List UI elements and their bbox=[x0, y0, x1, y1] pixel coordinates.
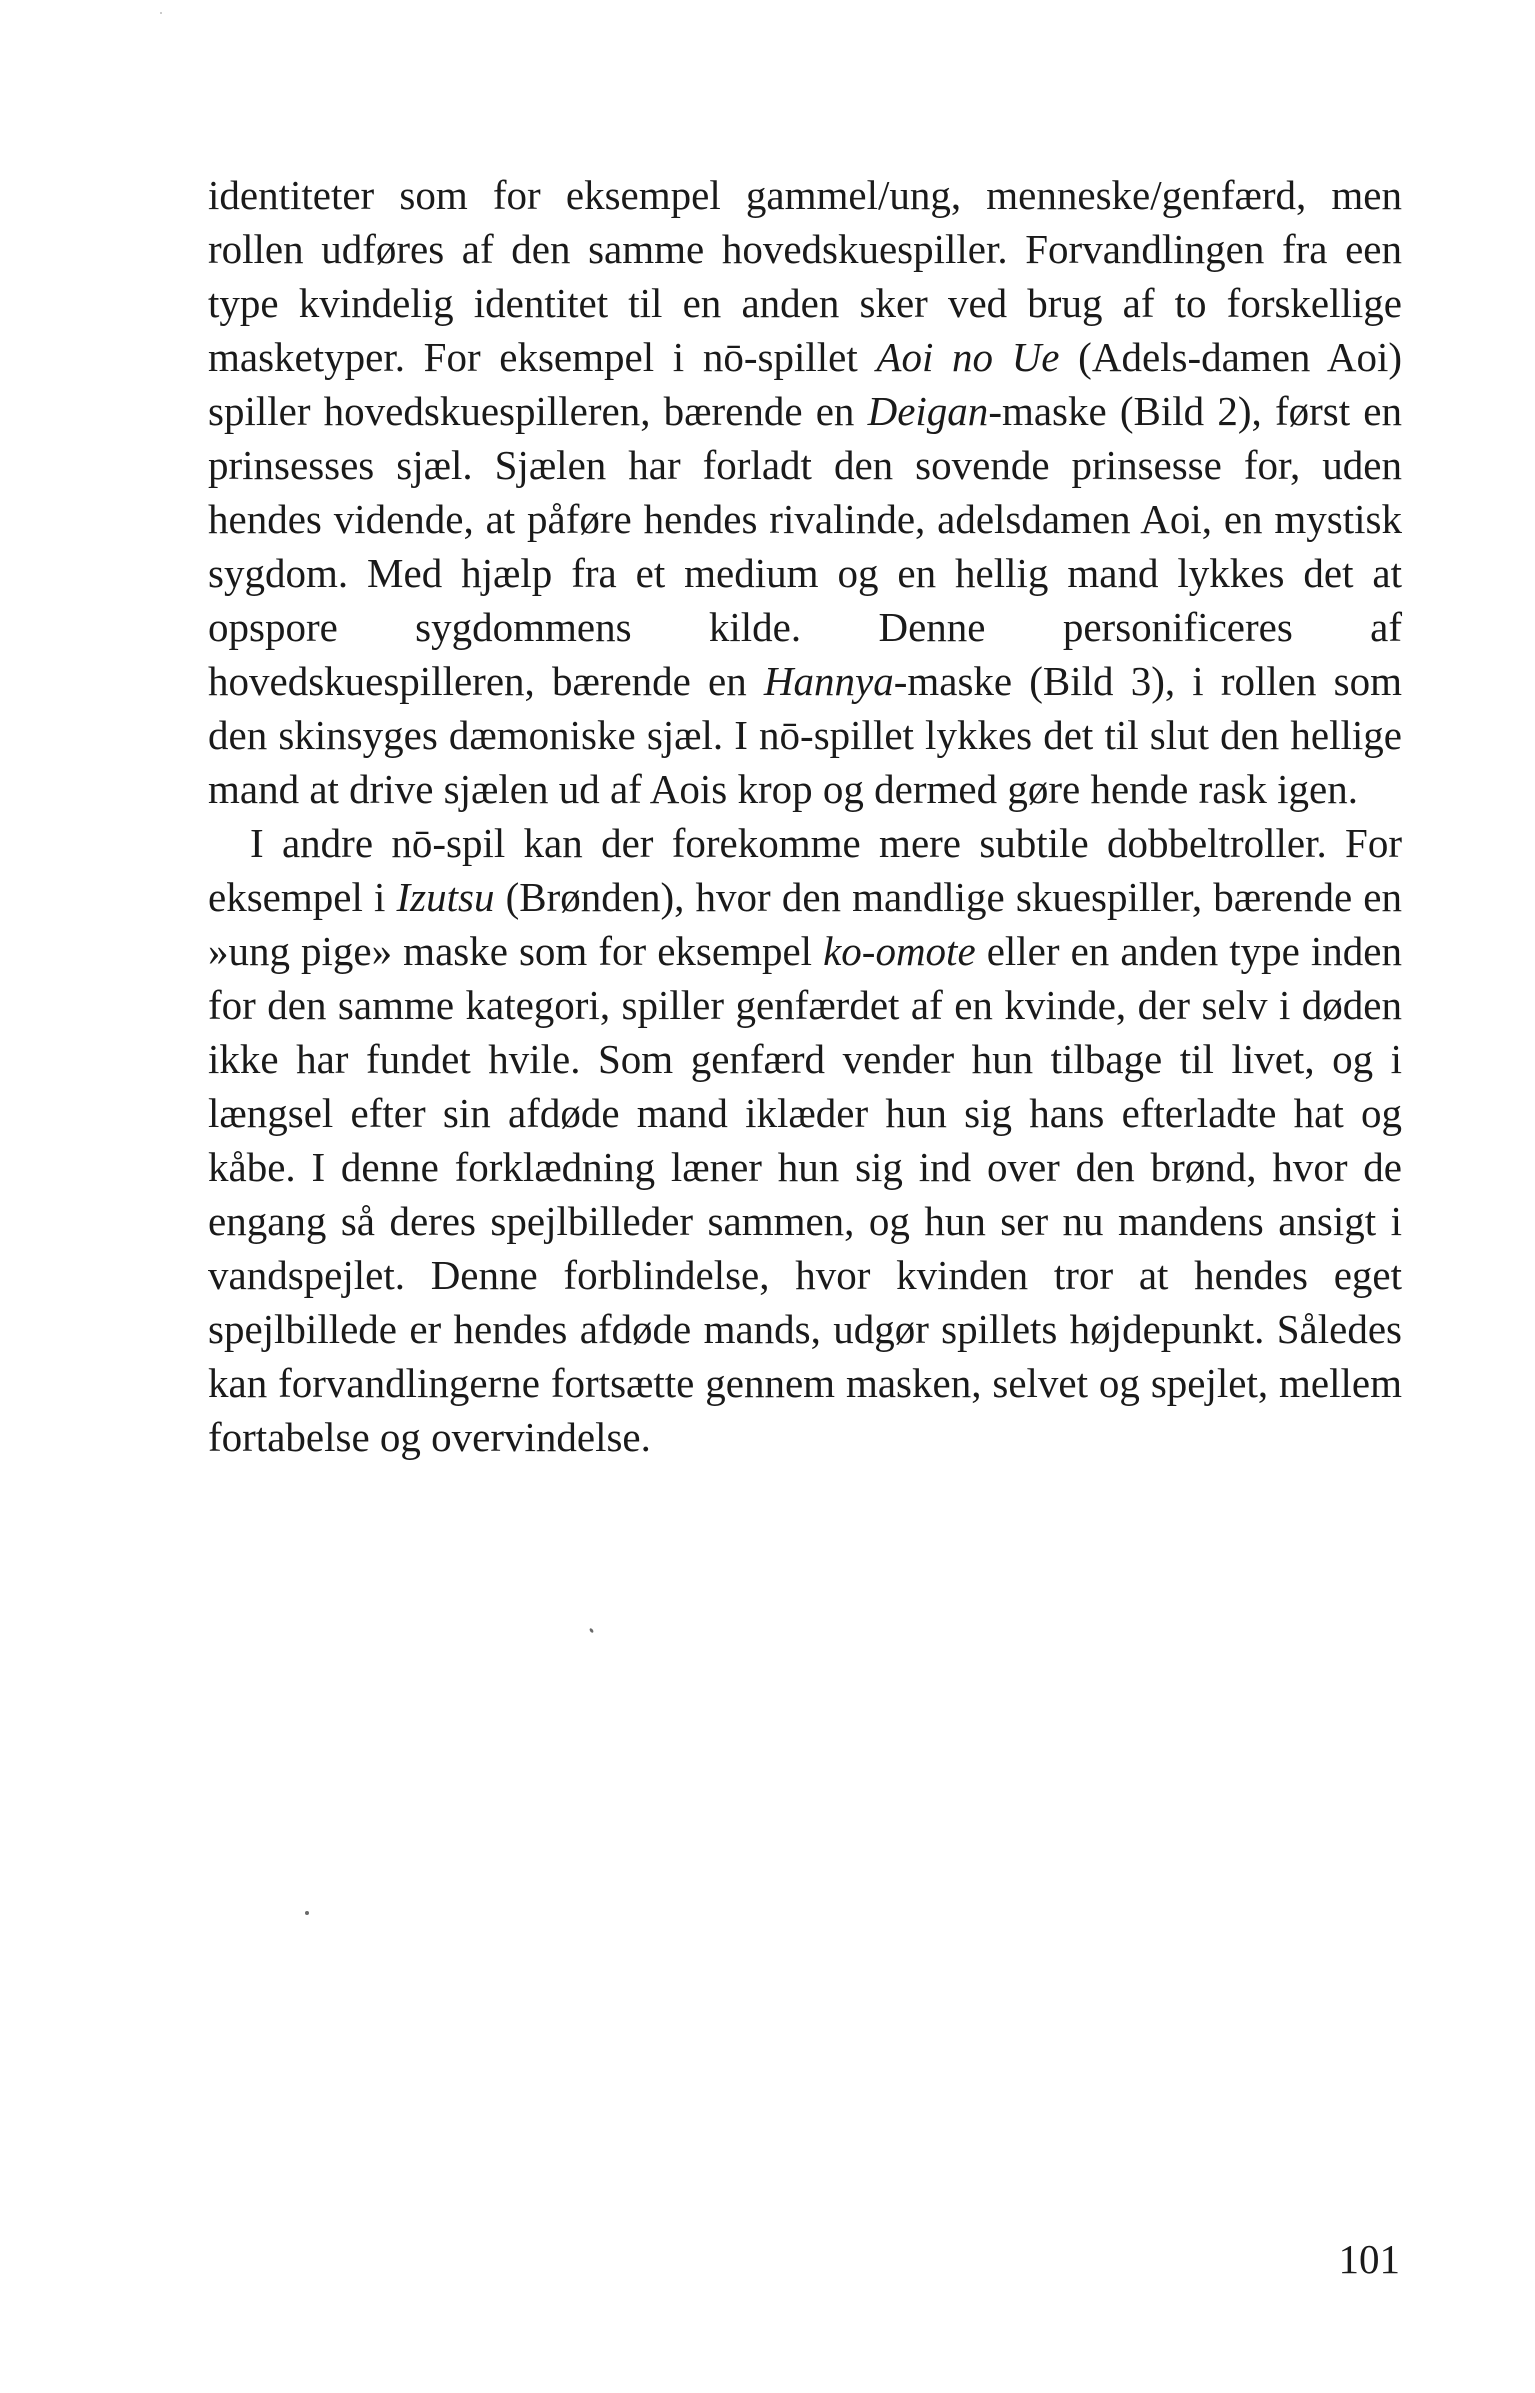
paragraph-2 bbox=[208, 816, 1402, 1464]
italic-title-aoi-no-ue: Aoi no Ue bbox=[876, 334, 1060, 380]
italic-term-deigan: Deigan bbox=[867, 388, 989, 434]
text-segment: eller en anden type inden for den samme kategori, spiller genfærdet af en kvinde, der selv i døden ikke har fundet hvile. Som genfærd vender hun tilbage til livet, og i længsel efter sin afdøde mand iklæder hun sig hans efterladte hat og kåbe. I denne forklædning læner hun sig ind over den brønd, hvor de engang så deres spejlbilleder sammen, og hun ser nu mandens ansigt i vandspejlet. Denne forblindelse, hvor kvinden tror at hendes eget spejlbillede er hendes afdøde mands, udgør spillets højdepunkt. Således kan forvandlingerne fortsætte gennem masken, selvet og spejlet, mellem fortabelse og overvindelse. bbox=[208, 928, 1402, 1460]
paper-speck bbox=[305, 1911, 309, 1915]
text-segment: -maske (Bild 3), i rollen som den skinsyges dæmoniske sjæl. I nō-spillet lykkes det til slut den hellige mand at drive sjælen ud af Aois krop og dermed gøre hende rask igen. bbox=[208, 658, 1403, 812]
text-segment: -maske (Bild 2), først en prinsesses sjæl. Sjælen har forladt den sovende prinsesse for, uden hendes vidende, at påføre hendes rivalinde, adelsdamen Aoi, en mystisk sygdom. Med hjælp fra et medium og en hellig mand lykkes det at opspore sygdommens kilde. Denne personificeres af hovedskuespilleren, bærende en bbox=[208, 388, 1402, 704]
italic-term-ko-omote: ko-omote bbox=[823, 928, 976, 974]
page-number: 101 bbox=[1338, 2236, 1400, 2282]
italic-title-izutsu: Izutsu bbox=[396, 874, 495, 920]
text-segment: identiteter som for eksempel gammel/ung, menneske/genfærd, men rollen udføres af den samme hovedskuespiller. Forvandlingen fra een type kvindelig identitet til en anden sker ved brug af to forskellige masketyper. For eksempel i nō-spillet bbox=[208, 172, 1402, 380]
text-segment: (Adels-damen Aoi) spiller hovedskuespilleren, bærende en bbox=[208, 334, 1402, 434]
paper-speck bbox=[160, 12, 162, 14]
paragraph-1 bbox=[208, 168, 1402, 816]
paper-speck bbox=[589, 1628, 594, 1634]
italic-term-hannya: Hannya bbox=[763, 658, 894, 704]
text-segment: I andre nō-spil kan der forekomme mere subtile dobbeltroller. For eksempel i bbox=[208, 820, 1402, 920]
body-text bbox=[208, 168, 1402, 1464]
text-segment: (Brønden), hvor den mandlige skuespiller, bærende en »ung pige» maske som for eksempel bbox=[208, 874, 1402, 974]
